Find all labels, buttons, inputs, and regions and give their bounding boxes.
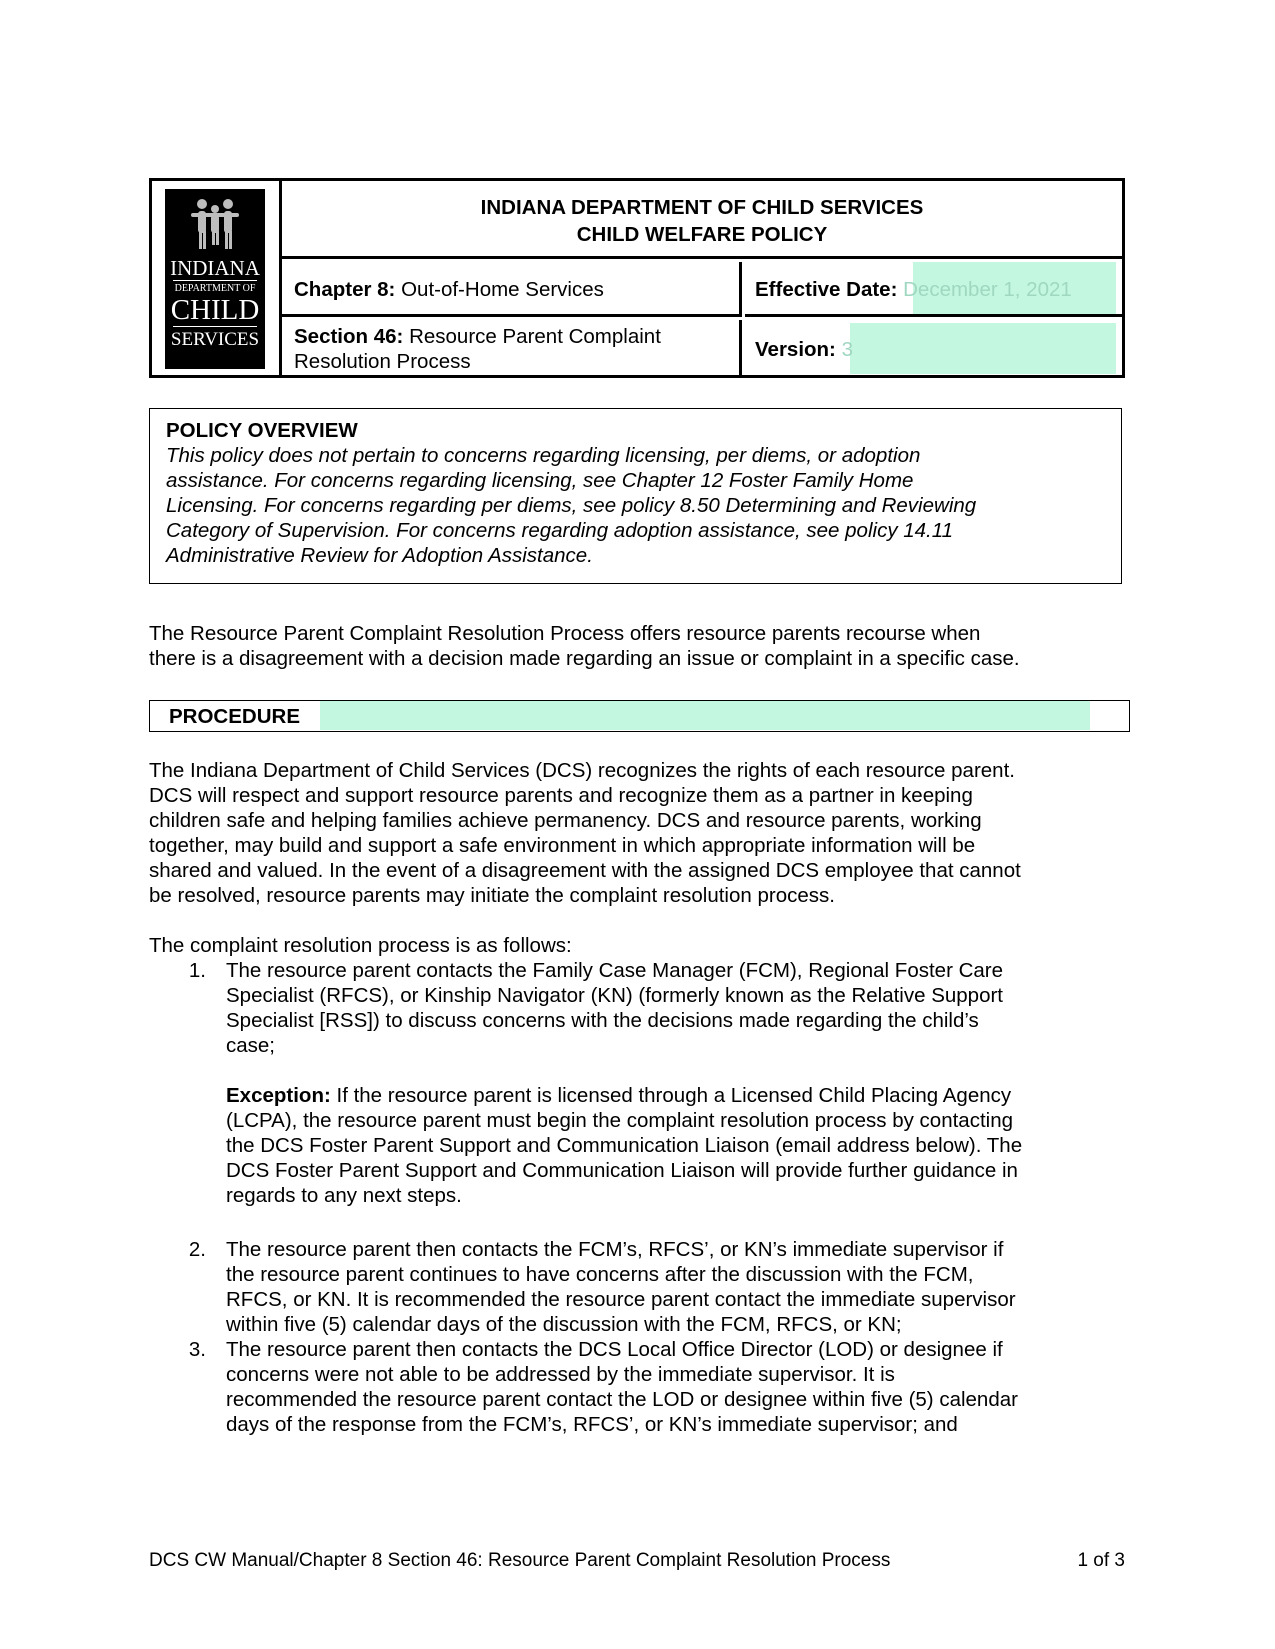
logo-text-department: DEPARTMENT OF <box>174 283 256 294</box>
version-label: Version: <box>755 338 836 361</box>
exception-line: the DCS Foster Parent Support and Communication Liaison (email address below). The <box>226 1134 1023 1157</box>
list-item-line: The resource parent then contacts the DCS Local Office Director (LOD) or designee if <box>226 1338 1003 1361</box>
list-item-line: RFCS, or KN. It is recommended the resource parent contact the immediate supervisor <box>226 1288 1016 1311</box>
intro-paragraph <box>149 621 1149 671</box>
exception-line <box>226 1083 1126 1108</box>
effective-date-cell <box>745 262 1122 317</box>
exception-line: regards to any next steps. <box>226 1184 462 1207</box>
list-intro: The complaint resolution process is as follows: <box>149 934 572 957</box>
effective-date-label: Effective Date: <box>755 278 898 301</box>
section-cell <box>282 320 742 375</box>
overview-line: assistance. For concerns regarding licensing, see Chapter 12 Foster Family Home <box>166 469 914 492</box>
list-item-text <box>226 958 1126 1058</box>
overview-body <box>166 443 1121 568</box>
list-item-line: The resource parent contacts the Family Case Manager (FCM), Regional Foster Care <box>226 959 1004 982</box>
list-item-line: recommended the resource parent contact the LOD or designee within five (5) calendar <box>226 1388 1018 1411</box>
logo-text-indiana: INDIANA <box>170 256 260 280</box>
highlight <box>320 701 1090 730</box>
exception-label: Exception: <box>226 1084 331 1107</box>
chapter-cell <box>282 262 742 317</box>
intro-line: there is a disagreement with a decision made regarding an issue or complaint in a specific case. <box>149 647 1020 670</box>
policy-header-table <box>149 178 1125 378</box>
list-item-text <box>226 1337 1126 1437</box>
page-number: 1 of 3 <box>1077 1550 1125 1571</box>
list-item-line: The resource parent then contacts the FCM’s, RFCS’, or KN’s immediate supervisor if <box>226 1238 1004 1261</box>
list-item-number: 2. <box>188 1238 206 1261</box>
logo-divider <box>173 280 257 281</box>
chapter-value: Out-of-Home Services <box>401 278 604 301</box>
list-item-line: concerns were not able to be addressed by the immediate supervisor. It is <box>226 1363 895 1386</box>
section-value-line2: Resolution Process <box>294 350 471 373</box>
version-value: 3 <box>841 338 853 361</box>
highlight <box>850 323 1116 374</box>
procedure-line: The Indiana Department of Child Services (DCS) recognizes the rights of each resource parent. <box>149 759 1015 782</box>
list-item-2 <box>0 1237 1275 1337</box>
list-item-3 <box>0 1337 1275 1437</box>
list-item-1 <box>0 958 1275 1068</box>
list-item-line: case; <box>226 1034 275 1057</box>
overview-line: This policy does not pertain to concerns regarding licensing, per diems, or adoption <box>166 444 921 467</box>
procedure-line: children safe and helping families achieve permanency. DCS and resource parents, working <box>149 809 982 832</box>
logo-divider <box>173 326 257 327</box>
overview-line: Licensing. For concerns regarding per diems, see policy 8.50 Determining and Reviewing <box>166 494 977 517</box>
procedure-line: together, may build and support a safe environment in which appropriate information will be <box>149 834 976 857</box>
logo-text-services: SERVICES <box>170 329 260 350</box>
list-item-line: days of the response from the FCM’s, RFCS’, or KN’s immediate supervisor; and <box>226 1413 958 1436</box>
exception-text: If the resource parent is licensed through a Licensed Child Placing Agency <box>336 1084 1012 1107</box>
section-value-line1: Resource Parent Complaint <box>409 325 661 348</box>
overview-heading: POLICY OVERVIEW <box>166 419 358 442</box>
list-item-line: the resource parent continues to have concerns after the discussion with the FCM, <box>226 1263 974 1286</box>
overview-line: Category of Supervision. For concerns regarding adoption assistance, see policy 14.11 <box>166 519 954 542</box>
section-label: Section 46: <box>294 325 404 348</box>
procedure-line: shared and valued. In the event of a disagreement with the assigned DCS employee that cannot <box>149 859 1021 882</box>
exception-line: (LCPA), the resource parent must begin the complaint resolution process by contacting <box>226 1109 1013 1132</box>
footer-left: DCS CW Manual/Chapter 8 Section 46: Resource Parent Complaint Resolution Process <box>149 1550 891 1571</box>
logo-text-child: CHILD <box>170 294 260 326</box>
chapter-label: Chapter 8: <box>294 278 396 301</box>
dcs-logo <box>165 189 265 369</box>
list-item-line: Specialist [RSS]) to discuss concerns with the decisions made regarding the child’s <box>226 1009 979 1032</box>
header-title-cell <box>282 181 1122 259</box>
list-item-number: 3. <box>188 1338 206 1361</box>
intro-line: The Resource Parent Complaint Resolution Process offers resource parents recourse when <box>149 622 981 645</box>
list-item-text <box>226 1237 1126 1337</box>
header-title-line1: INDIANA DEPARTMENT OF CHILD SERVICES <box>480 196 924 219</box>
header-title-line2: CHILD WELFARE POLICY <box>576 223 828 246</box>
procedure-heading: PROCEDURE <box>169 705 300 728</box>
exception-block <box>226 1083 1126 1208</box>
procedure-line: DCS will respect and support resource parents and recognize them as a partner in keeping <box>149 784 973 807</box>
procedure-line: be resolved, resource parents may initiate the complaint resolution process. <box>149 884 835 907</box>
exception-line: DCS Foster Parent Support and Communication Liaison will provide further guidance in <box>226 1159 1018 1182</box>
policy-overview-box <box>149 408 1122 584</box>
list-item-line: within five (5) calendar days of the discussion with the FCM, RFCS, or KN; <box>226 1313 902 1336</box>
logo-cell <box>152 181 282 375</box>
procedure-heading-box <box>149 700 1130 732</box>
procedure-paragraph <box>149 758 1149 908</box>
effective-date-value: December 1, 2021 <box>903 278 1072 301</box>
list-item-number: 1. <box>188 959 206 982</box>
version-cell <box>745 320 1122 375</box>
children-figures-icon <box>189 197 241 251</box>
list-item-line: Specialist (RFCS), or Kinship Navigator (KN) (formerly known as the Relative Support <box>226 984 1003 1007</box>
overview-line: Administrative Review for Adoption Assistance. <box>166 544 593 567</box>
